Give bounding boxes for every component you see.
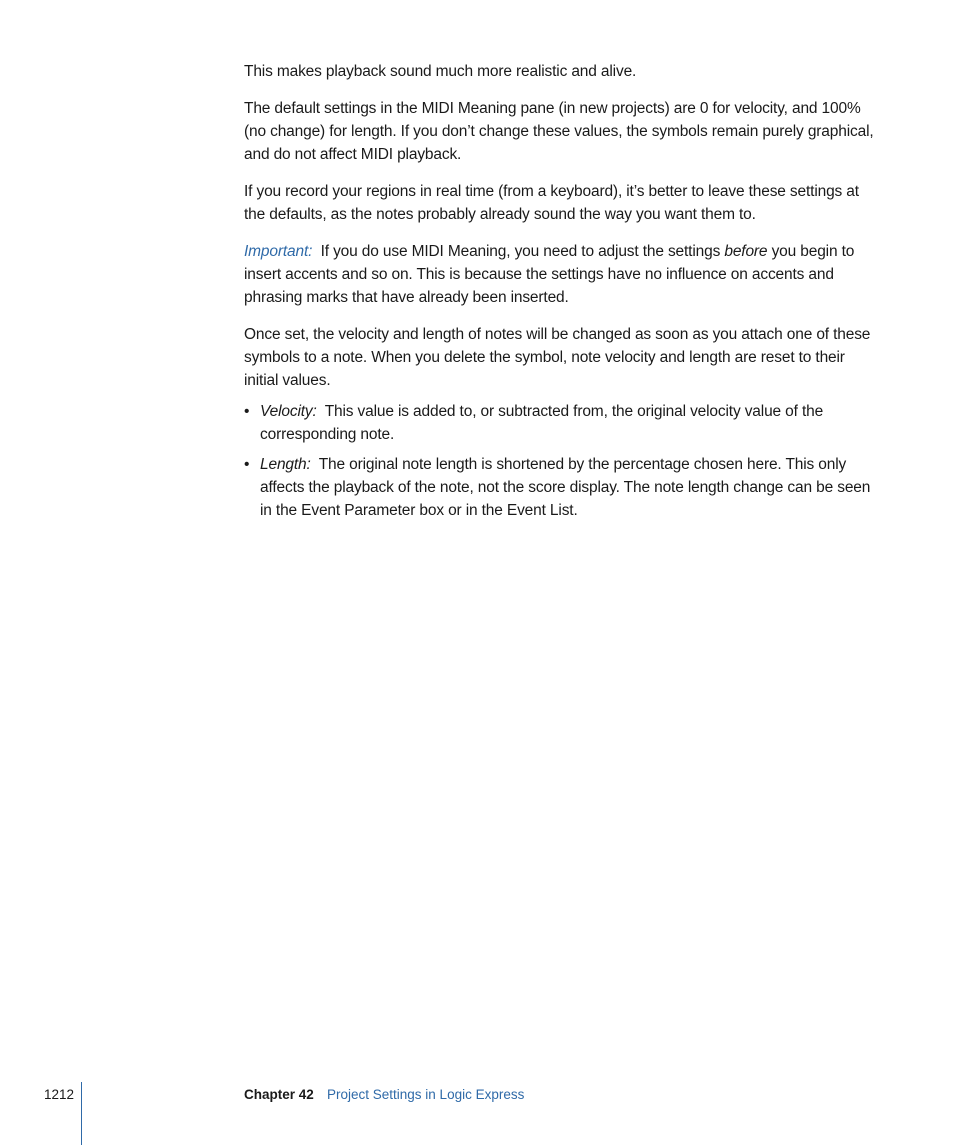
bullet-term: Velocity: (260, 403, 317, 420)
bullet-term: Length: (260, 456, 311, 473)
paragraph-playback-realism: This makes playback sound much more realistic and alive. (244, 63, 637, 80)
chapter-title: Project Settings in Logic Express (327, 1087, 525, 1102)
footer-divider (81, 1082, 82, 1145)
paragraph-default-settings: The default settings in the MIDI Meaning pane (in new projects) are 0 for velocity, and 100% (no change) for length. If you don’t change these values, the symbols remain purely graphical, and do not affect MIDI playback. (244, 100, 874, 163)
bullet-list (244, 400, 876, 522)
bullet-icon: • (244, 456, 250, 473)
bullet-text: This value is added to, or subtracted from, the original velocity value of the corresponding note. (260, 403, 824, 443)
bullet-item-velocity (244, 400, 876, 446)
page-footer (0, 1082, 954, 1145)
bullet-item-length (244, 453, 876, 522)
chapter-label: Chapter 42 (244, 1087, 314, 1102)
page-body (244, 60, 876, 529)
paragraph-important-note (244, 240, 876, 309)
important-label: Important: (244, 243, 313, 260)
bullet-icon: • (244, 403, 250, 420)
important-emphasis: before (724, 243, 768, 260)
paragraph-once-set: Once set, the velocity and length of notes will be changed as soon as you attach one of these symbols to a note. When you delete the symbol, note velocity and length are reset to their initial values. (244, 326, 871, 389)
page-number: 1212 (44, 1087, 75, 1102)
important-text-before: If you do use MIDI Meaning, you need to adjust the settings (320, 243, 721, 260)
paragraph-record-realtime: If you record your regions in real time (from a keyboard), it’s better to leave these settings at the defaults, as the notes probably already sound the way you want them to. (244, 183, 859, 223)
bullet-text: The original note length is shortened by the percentage chosen here. This only affects the playback of the note, not the score display. The note length change can be seen in the Event Parameter box or in the Event List. (260, 456, 871, 519)
important-text-after: you begin to insert accents and so on. This is because the settings have no influence on accents and phrasing marks that have already been inserted. (244, 243, 855, 306)
